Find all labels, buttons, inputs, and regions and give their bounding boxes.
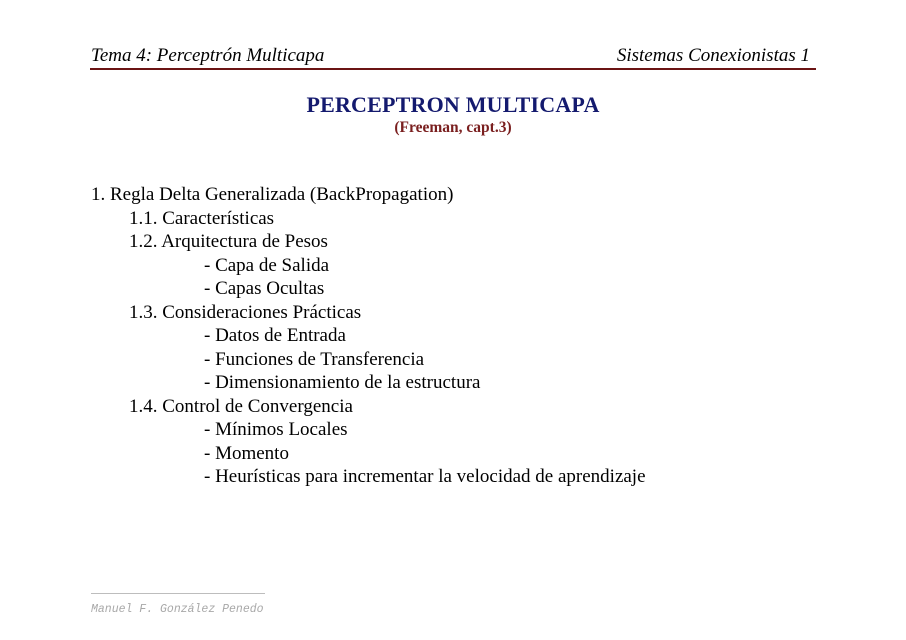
page-title: PERCEPTRON MULTICAPA <box>306 92 600 117</box>
title-block <box>0 92 906 137</box>
header-topic: Tema 4: Perceptrón Multicapa <box>91 45 325 66</box>
outline-item: - Heurísticas para incrementar la velocidad de aprendizaje <box>204 466 646 487</box>
outline-item: - Capa de Salida <box>204 254 330 276</box>
outline-item: - Dimensionamiento de la estructura <box>204 372 481 393</box>
footer-author: Manuel F. González Penedo <box>91 603 264 616</box>
header-course: Sistemas Conexionistas 1 <box>616 45 810 66</box>
outline-item: - Funciones de Transferencia <box>204 348 425 370</box>
outline-item: 1.1. Características <box>129 207 275 229</box>
topic-outline <box>91 183 646 489</box>
header-divider <box>90 68 816 70</box>
outline-item: - Capas Ocultas <box>204 278 325 299</box>
outline-item: 1.4. Control de Convergencia <box>129 395 353 417</box>
outline-item: - Mínimos Locales <box>204 419 348 440</box>
outline-item: 1.3. Consideraciones Prácticas <box>129 301 362 323</box>
footer-divider <box>91 593 265 594</box>
page-header <box>91 45 816 69</box>
page-subtitle: (Freeman, capt.3) <box>394 119 512 136</box>
outline-item: 1.2. Arquitectura de Pesos <box>129 231 328 252</box>
outline-item: - Momento <box>204 442 289 464</box>
outline-item: 1. Regla Delta Generalizada (BackPropagation) <box>91 184 454 205</box>
outline-item: - Datos de Entrada <box>204 325 346 346</box>
